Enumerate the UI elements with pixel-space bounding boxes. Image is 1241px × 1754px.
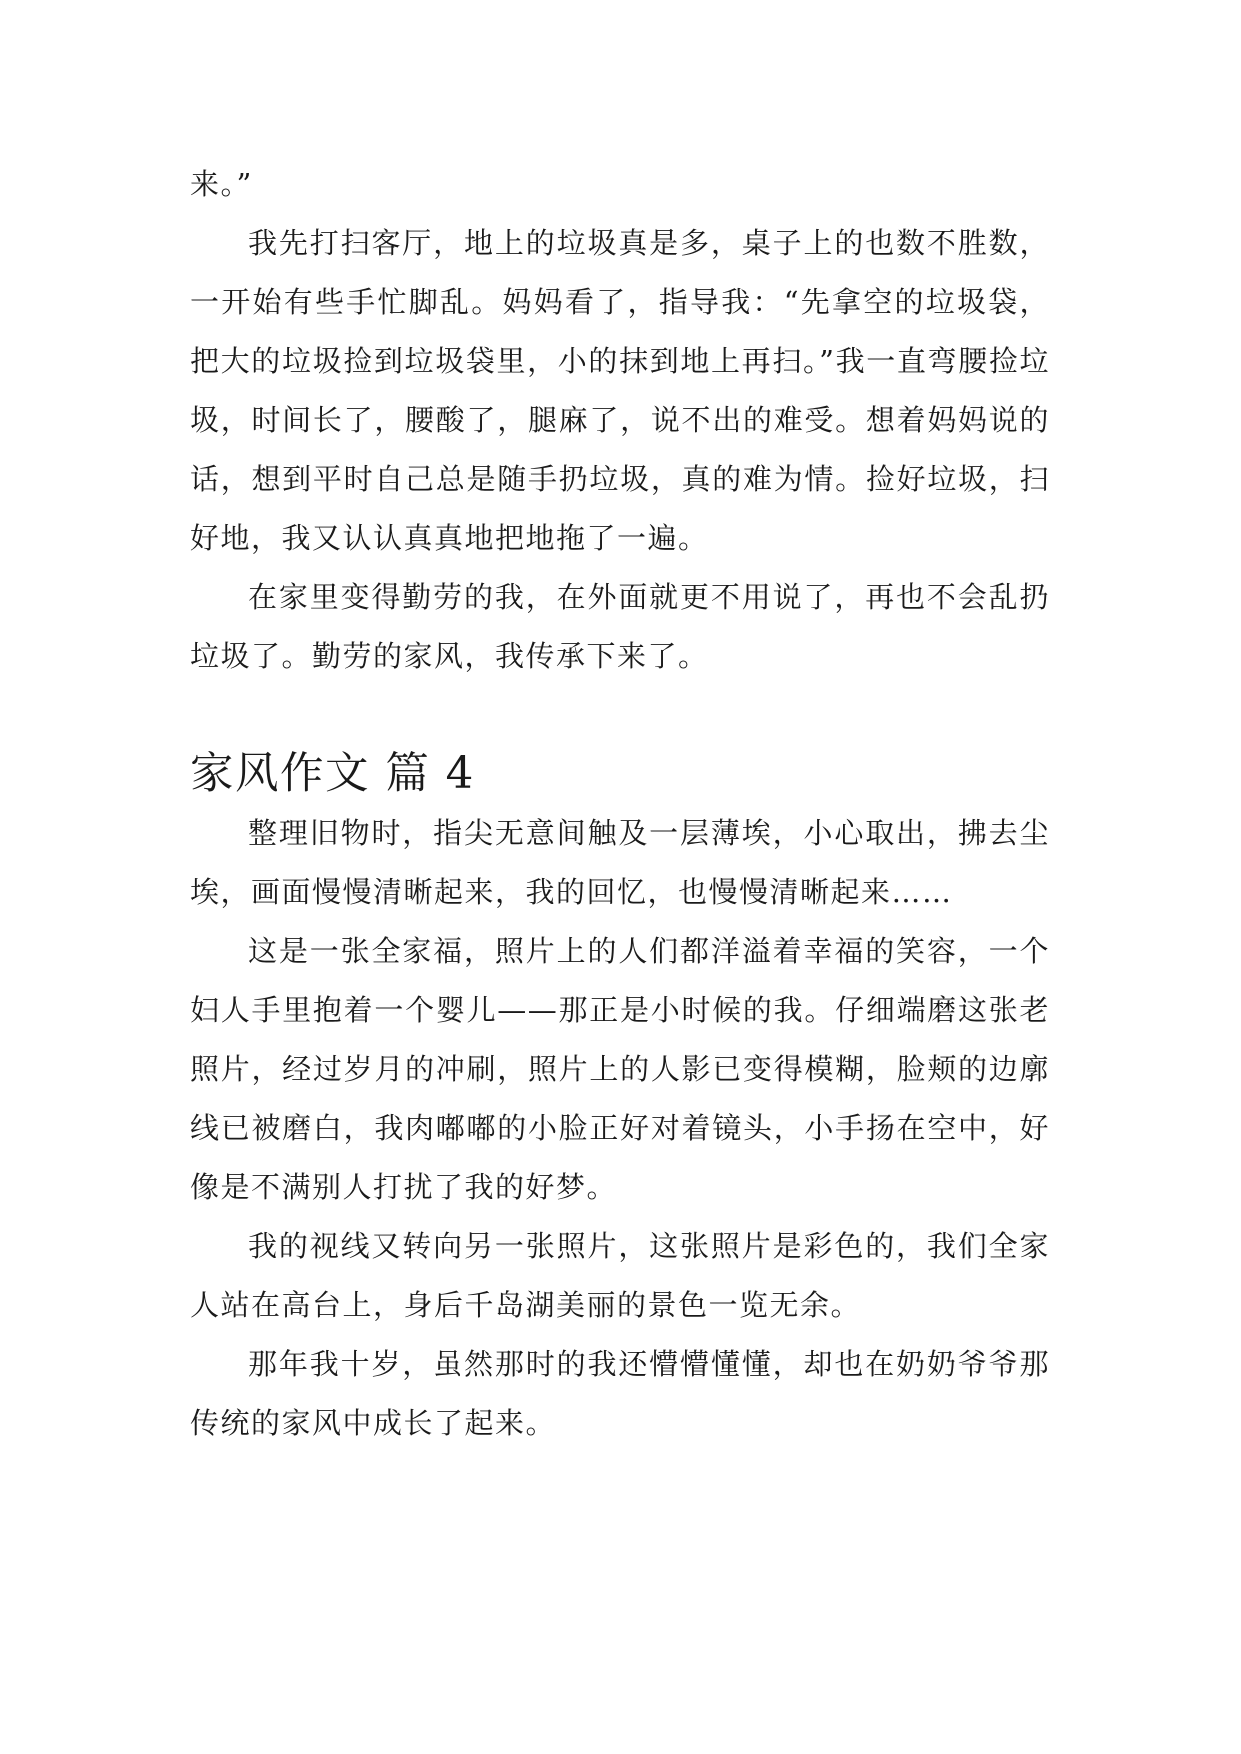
paragraph: 整理旧物时，指尖无意间触及一层薄埃，小心取出，拂去尘埃，画面慢慢清晰起来，我的回忆，也慢慢清晰起来…… xyxy=(190,816,1050,909)
section-heading: 家风作文 篇 4 xyxy=(190,749,475,799)
paragraph: 我的视线又转向另一张照片，这张照片是彩色的，我们全家人站在高台上，身后千岛湖美丽的景色一览无余。 xyxy=(190,1229,1050,1322)
paragraph-continued: 来。” xyxy=(190,167,253,201)
paragraph: 在家里变得勤劳的我，在外面就更不用说了，再也不会乱扔垃圾了。勤劳的家风，我传承下来了。 xyxy=(190,580,1050,673)
document-body xyxy=(190,155,1050,1453)
paragraph: 那年我十岁，虽然那时的我还懵懵懂懂，却也在奶奶爷爷那传统的家风中成长了起来。 xyxy=(190,1347,1050,1440)
paragraph: 我先打扫客厅，地上的垃圾真是多，桌子上的也数不胜数，一开始有些手忙脚乱。妈妈看了，指导我：“先拿空的垃圾袋，把大的垃圾捡到垃圾袋里，小的抹到地上再扫。”我一直弯腰捡垃圾，时间长了，腰酸了，腿麻了，说不出的难受。想着妈妈说的话，想到平时自己总是随手扔垃圾，真的难为情。捡好垃圾，扫好地，我又认认真真地把地拖了一遍。 xyxy=(190,226,1050,555)
paragraph: 这是一张全家福，照片上的人们都洋溢着幸福的笑容，一个妇人手里抱着一个婴儿——那正是小时候的我。仔细端磨这张老照片，经过岁月的冲刷，照片上的人影已变得模糊，脸颊的边廓线已被磨白，我肉嘟嘟的小脸正好对着镜头，小手扬在空中，好像是不满别人打扰了我的好梦。 xyxy=(190,934,1050,1204)
